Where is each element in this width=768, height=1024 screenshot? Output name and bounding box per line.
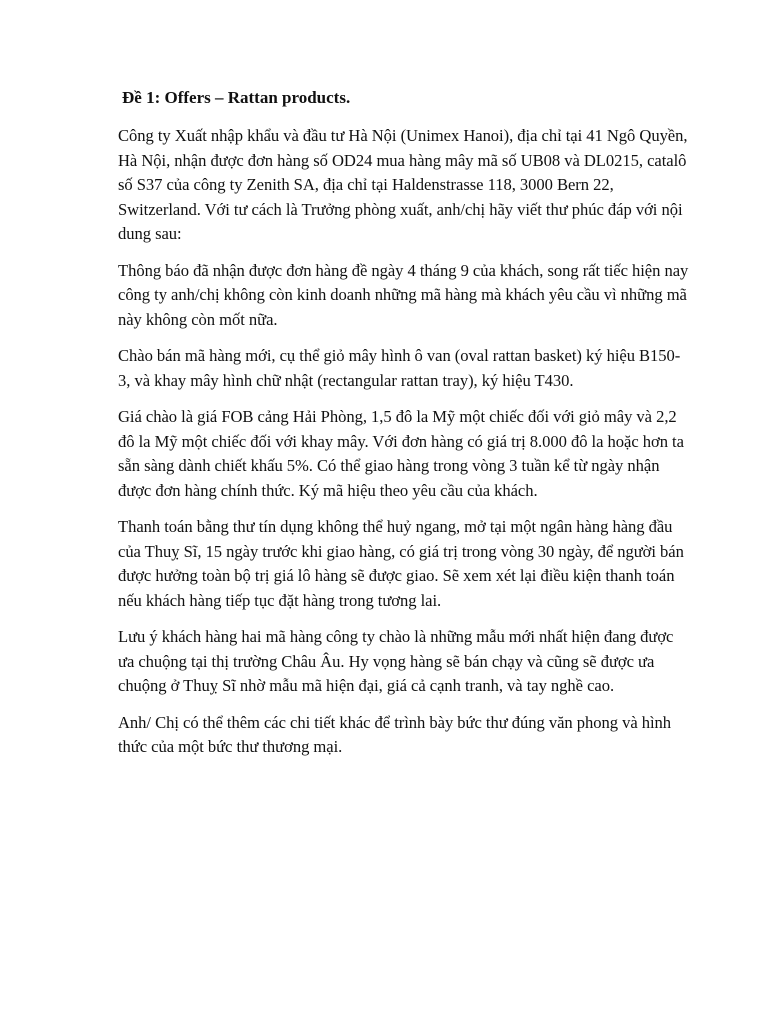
paragraph-company-order: Công ty Xuất nhập khẩu và đầu tư Hà Nội (Unimex Hanoi), địa chỉ tại 41 Ngô Quyền, Hà Nội, nhận được đơn hàng số OD24 mua hàng mây mã số UB08 và DL0215, catalô số S37 của công ty Zenith SA, địa chỉ tại Haldenstrasse 118, 3000 Bern 22, Switzerland. Với tư cách là Trưởng phòng xuất, anh/chị hãy viết thư phúc đáp với nội dung sau: bbox=[118, 126, 688, 243]
paragraph-new-products: Chào bán mã hàng mới, cụ thể giỏ mây hình ô van (oval rattan basket) ký hiệu B150-3, và khay mây hình chữ nhật (rectangular rattan tray), ký hiệu T430. bbox=[118, 346, 681, 390]
paragraph-closing-instruction: Anh/ Chị có thể thêm các chi tiết khác để trình bày bức thư đúng văn phong và hình thức của một bức thư thương mại. bbox=[118, 712, 672, 756]
paragraph-payment-terms: Thanh toán bằng thư tín dụng không thể huỷ ngang, mở tại một ngân hàng hàng đầu của Thuỵ Sĩ, 15 ngày trước khi giao hàng, có giá trị trong vòng 30 ngày, để người bán được hưởng toàn bộ trị giá lô hàng sẽ được giao. Sẽ xem xét lại điều kiện thanh toán nếu khách hàng tiếp tục đặt hàng trong tương lai. bbox=[118, 517, 684, 610]
paragraph-product-notes: Lưu ý khách hàng hai mã hàng công ty chào là những mẫu mới nhất hiện đang được ưa chuộng tại thị trường Châu Âu. Hy vọng hàng sẽ bán chạy và cũng sẽ được ưa chuộng ở Thuỵ Sĩ nhờ mẫu mã hiện đại, giá cả cạnh tranh, và tay nghề cao. bbox=[118, 627, 674, 695]
paragraph-acknowledge-order: Thông báo đã nhận được đơn hàng đề ngày 4 tháng 9 của khách, song rất tiếc hiện nay công ty anh/chị không còn kinh doanh những mã hàng mà khách yêu cầu vì những mã này không còn mốt nữa. bbox=[118, 260, 689, 329]
document-title: Đề 1: Offers – Rattan products. bbox=[122, 88, 351, 107]
document-page bbox=[118, 86, 692, 772]
paragraph-pricing-terms: Giá chào là giá FOB cảng Hải Phòng, 1,5 đô la Mỹ một chiếc đối với giỏ mây và 2,2 đô la Mỹ một chiếc đối với khay mây. Với đơn hàng có giá trị 8.000 đô la hoặc hơn ta sẵn sàng dành chiết khấu 5%. Có thể giao hàng trong vòng 3 tuần kể từ ngày nhận được đơn hàng chính thức. Ký mã hiệu theo yêu cầu của khách. bbox=[118, 407, 684, 500]
